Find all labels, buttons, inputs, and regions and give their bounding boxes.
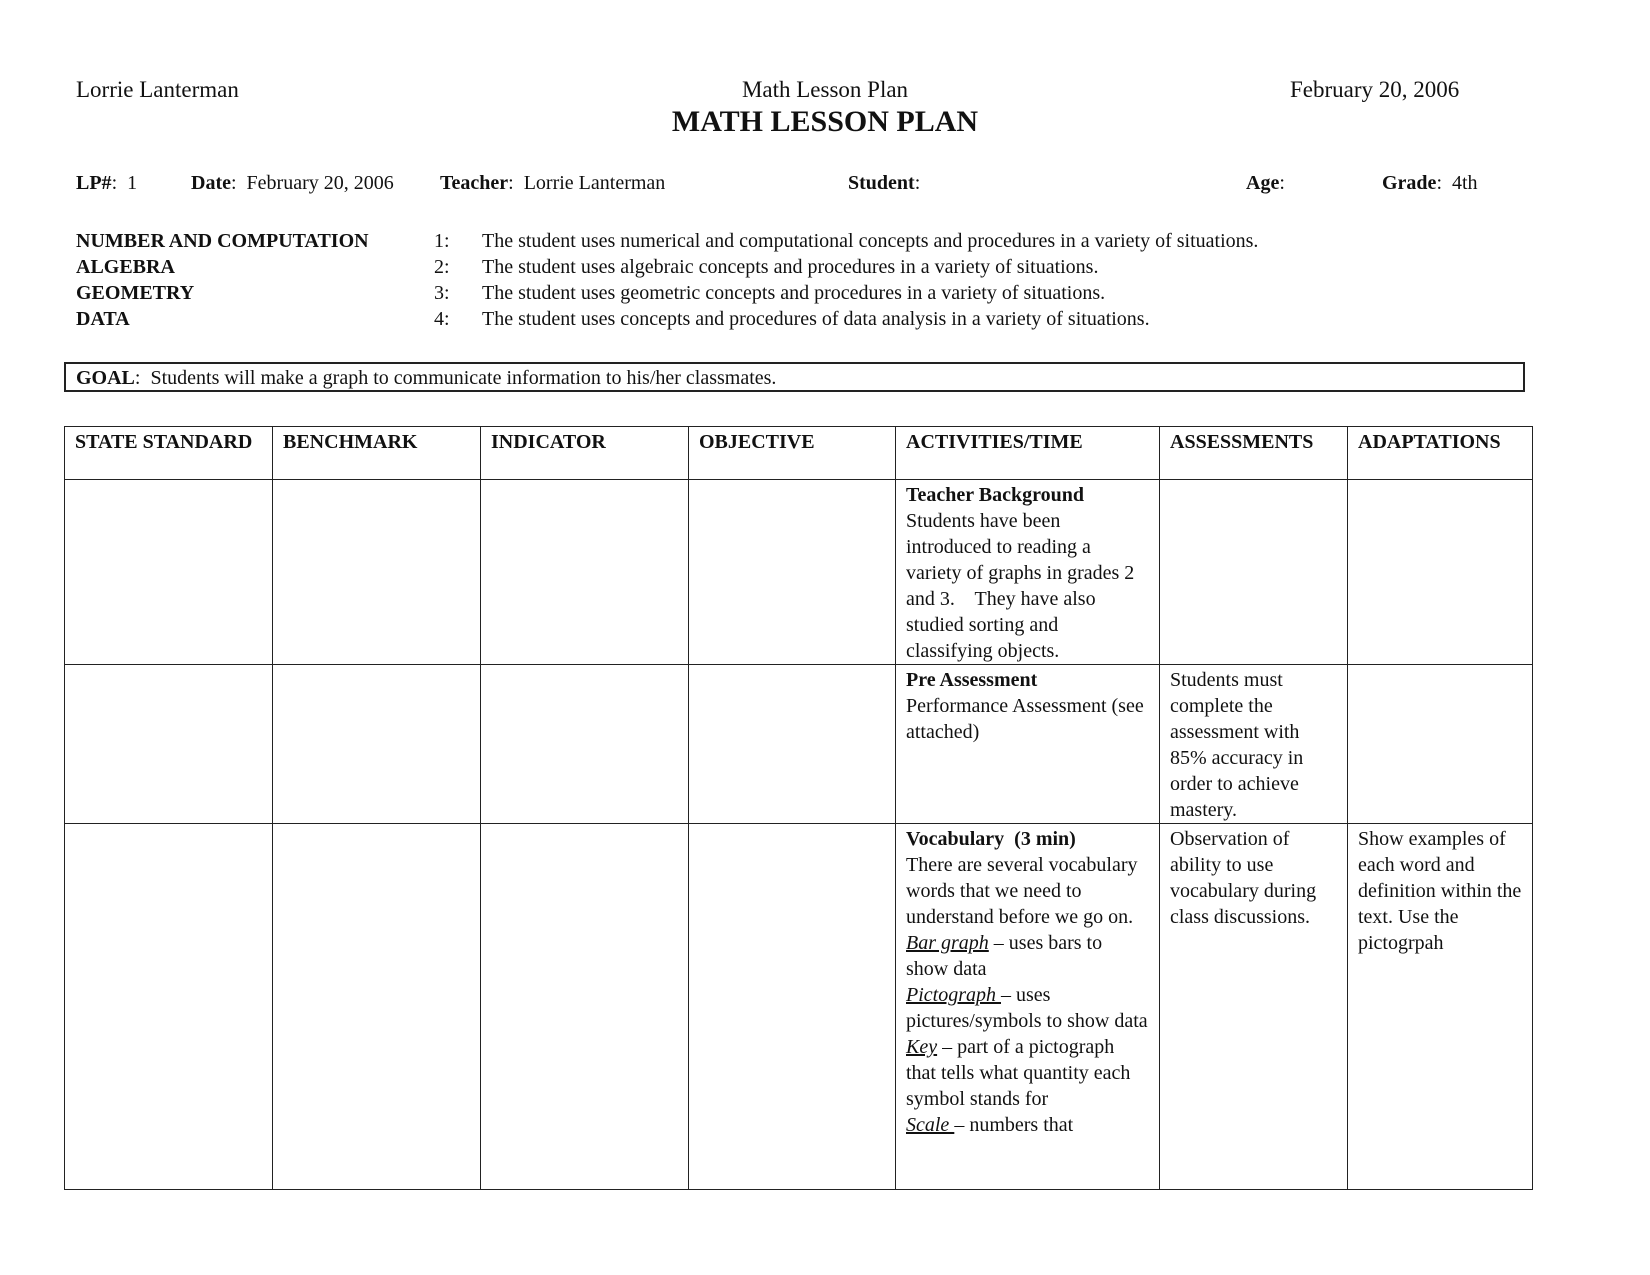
vocab-entry: [906, 1112, 1149, 1138]
cell-assessment: Students must complete the assessment with 85% accuracy in order to achieve mastery.: [1160, 665, 1348, 824]
cell-benchmark: [273, 480, 481, 665]
standard-text: The student uses numerical and computational concepts and procedures in a variety of situations.: [482, 230, 1259, 252]
cell-activity: [896, 665, 1160, 824]
col-header-indicator: INDICATOR: [481, 427, 689, 480]
student-field: Student:: [848, 172, 931, 194]
header-author: Lorrie Lanterman: [76, 77, 239, 102]
cell-state-standard: [65, 480, 273, 665]
goal-label: GOAL: [76, 367, 135, 389]
activity-text: Performance Assessment (see attached): [906, 695, 1144, 743]
goal-text: Students will make a graph to communicate information to his/her classmates.: [150, 367, 777, 389]
standard-text: The student uses algebraic concepts and procedures in a variety of situations.: [482, 256, 1099, 278]
activity-text: There are several vocabulary words that we need to understand before we go on.: [906, 854, 1138, 928]
grade-field: Grade: 4th: [1382, 172, 1478, 194]
cell-benchmark: [273, 665, 481, 824]
date-label: Date: [191, 172, 231, 194]
standard-name: ALGEBRA: [76, 256, 175, 278]
vocab-term: Scale: [906, 1114, 955, 1136]
activity-title: Vocabulary (3 min): [906, 828, 1076, 850]
grade-label: Grade: [1382, 172, 1437, 194]
vocab-definition: – numbers that: [954, 1114, 1074, 1136]
cell-objective: [689, 824, 896, 1190]
activity-text: Students have been introduced to reading a variety of graphs in grades 2 and 3. They have also studied sorting and classifying objects.: [906, 510, 1140, 662]
age-field: Age:: [1246, 172, 1295, 194]
vocab-definition: – uses pictures/symbols to show data: [906, 984, 1148, 1032]
standard-number: 4:: [434, 308, 450, 330]
vocab-entry: [906, 930, 1149, 982]
vocab-term: Pictograph: [906, 984, 1001, 1006]
standard-text: The student uses geometric concepts and procedures in a variety of situations.: [482, 282, 1106, 304]
cell-adaptation: Show examples of each word and definition within the text. Use the pictogrpah: [1348, 824, 1533, 1190]
cell-indicator: [481, 665, 689, 824]
cell-adaptation: [1348, 480, 1533, 665]
table-header-row: [65, 427, 1533, 480]
teacher-label: Teacher: [440, 172, 509, 194]
vocab-entry: [906, 982, 1149, 1034]
cell-assessment: [1160, 480, 1348, 665]
table-row: [65, 824, 1533, 1190]
standard-text: The student uses concepts and procedures of data analysis in a variety of situations.: [482, 308, 1150, 330]
vocab-term: Key: [906, 1036, 938, 1058]
teacher-field: Teacher: Lorrie Lanterman: [440, 172, 666, 194]
cell-state-standard: [65, 824, 273, 1190]
col-header-activities-time: ACTIVITIES/TIME: [896, 427, 1160, 480]
standard-number: 1:: [434, 230, 450, 252]
page-title: MATH LESSON PLAN: [671, 105, 979, 138]
col-header-benchmark: BENCHMARK: [273, 427, 481, 480]
table-row: [65, 480, 1533, 665]
lesson-plan-table: [64, 426, 1533, 1190]
age-label: Age: [1246, 172, 1280, 194]
cell-benchmark: [273, 824, 481, 1190]
cell-objective: [689, 665, 896, 824]
student-label: Student: [848, 172, 915, 194]
cell-objective: [689, 480, 896, 665]
vocab-term: Bar graph: [906, 932, 989, 954]
standard-number: 3:: [434, 282, 450, 304]
activity-title: Teacher Background: [906, 484, 1084, 506]
goal-box: GOAL: Students will make a graph to communicate information to his/her classmates.: [64, 362, 1525, 392]
cell-activity: [896, 824, 1160, 1190]
cell-assessment: Observation of ability to use vocabulary during class discussions.: [1160, 824, 1348, 1190]
table-row: [65, 665, 1533, 824]
standard-name: GEOMETRY: [76, 282, 195, 304]
vocab-definition: – uses bars to show data: [906, 932, 1103, 980]
cell-indicator: [481, 824, 689, 1190]
col-header-adaptations: ADAPTATIONS: [1348, 427, 1533, 480]
standard-name: NUMBER AND COMPUTATION: [76, 230, 369, 252]
cell-adaptation: [1348, 665, 1533, 824]
vocab-definition: – part of a pictograph that tells what quantity each symbol stands for: [906, 1036, 1131, 1110]
vocab-entry: [906, 1034, 1149, 1112]
date-field: Date: February 20, 2006: [191, 172, 394, 194]
header-date: February 20, 2006: [1290, 77, 1460, 102]
date-value: February 20, 2006: [246, 172, 394, 194]
lp-number: LP#: 1: [76, 172, 138, 194]
lp-value: 1: [127, 172, 138, 194]
cell-indicator: [481, 480, 689, 665]
lp-label: LP#: [76, 172, 112, 194]
cell-state-standard: [65, 665, 273, 824]
col-header-state-standard: STATE STANDARD: [65, 427, 273, 480]
col-header-objective: OBJECTIVE: [689, 427, 896, 480]
col-header-assessments: ASSESSMENTS: [1160, 427, 1348, 480]
header-doc-title: Math Lesson Plan: [741, 77, 909, 102]
teacher-value: Lorrie Lanterman: [523, 172, 666, 194]
standard-number: 2:: [434, 256, 450, 278]
grade-value: 4th: [1452, 172, 1478, 194]
standard-name: DATA: [76, 308, 130, 330]
activity-title: Pre Assessment: [906, 669, 1038, 691]
cell-activity: [896, 480, 1160, 665]
